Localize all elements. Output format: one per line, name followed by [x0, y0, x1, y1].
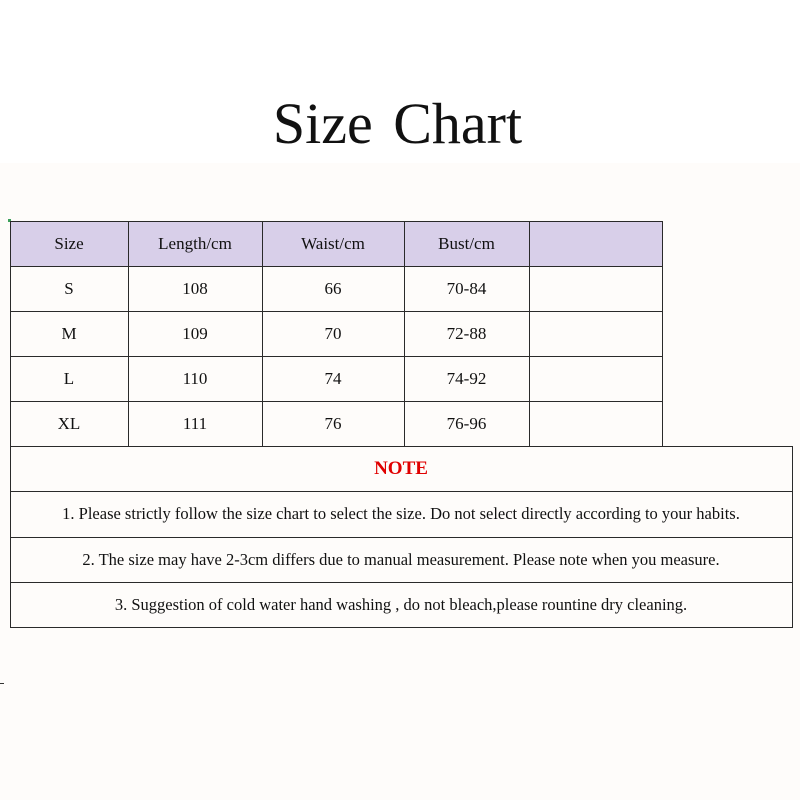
- table-border: [10, 582, 793, 583]
- table-cell: M: [61, 323, 77, 343]
- table-border: [792, 446, 793, 628]
- header-cell-size: Size: [10, 221, 128, 266]
- note-title: NOTE: [374, 457, 428, 479]
- table-cell: [529, 311, 662, 356]
- table-cell: 108: [182, 278, 208, 298]
- table-cell: L: [63, 368, 75, 388]
- table-border: [10, 627, 793, 628]
- table-border: [10, 311, 662, 312]
- page-title: Size Chart: [272, 91, 523, 156]
- table-cell: S: [64, 278, 74, 298]
- table-border: [128, 221, 129, 446]
- table-border: [10, 491, 793, 492]
- note-line-1: 1. Please strictly follow the size chart to select the size. Do not select directly according to your habits.: [62, 504, 740, 523]
- header-cell-bust: Bust/cm: [404, 221, 529, 266]
- table-cell: 74-92: [446, 368, 487, 388]
- table-cell: 111: [182, 413, 208, 433]
- table-cell: XL: [57, 413, 81, 433]
- note-line-2: 2. The size may have 2-3cm differs due to manual measurement. Please note when you measure.: [82, 549, 720, 569]
- table-border: [10, 266, 662, 267]
- header-cell-empty: [529, 221, 662, 266]
- edge-tick: [0, 683, 4, 684]
- table-border: [262, 221, 263, 446]
- table-cell: 110: [182, 368, 208, 388]
- table-border: [10, 537, 793, 538]
- table-cell: [529, 266, 662, 311]
- table-cell: 70-84: [446, 278, 487, 298]
- table-border: [10, 221, 11, 628]
- table-border: [10, 221, 662, 222]
- table-border: [529, 221, 530, 446]
- table-cell: 76-96: [446, 413, 487, 433]
- table-border: [10, 446, 793, 447]
- table-cell: 70: [324, 323, 342, 343]
- table-cell: 74: [324, 368, 342, 388]
- table-cell: 72-88: [446, 323, 487, 343]
- table-cell: 109: [182, 323, 208, 343]
- table-border: [404, 221, 405, 446]
- table-border: [10, 401, 662, 402]
- table-cell: 66: [324, 278, 342, 298]
- header-cell-length: Length/cm: [128, 221, 262, 266]
- table-cell: 76: [324, 413, 342, 433]
- header-cell-waist: Waist/cm: [262, 221, 404, 266]
- table-border: [662, 221, 663, 446]
- table-border: [10, 356, 662, 357]
- table-cell: [529, 401, 662, 446]
- note-line-3: 3. Suggestion of cold water hand washing , do not bleach,please rountine dry cleaning.: [114, 594, 688, 614]
- table-cell: [529, 356, 662, 401]
